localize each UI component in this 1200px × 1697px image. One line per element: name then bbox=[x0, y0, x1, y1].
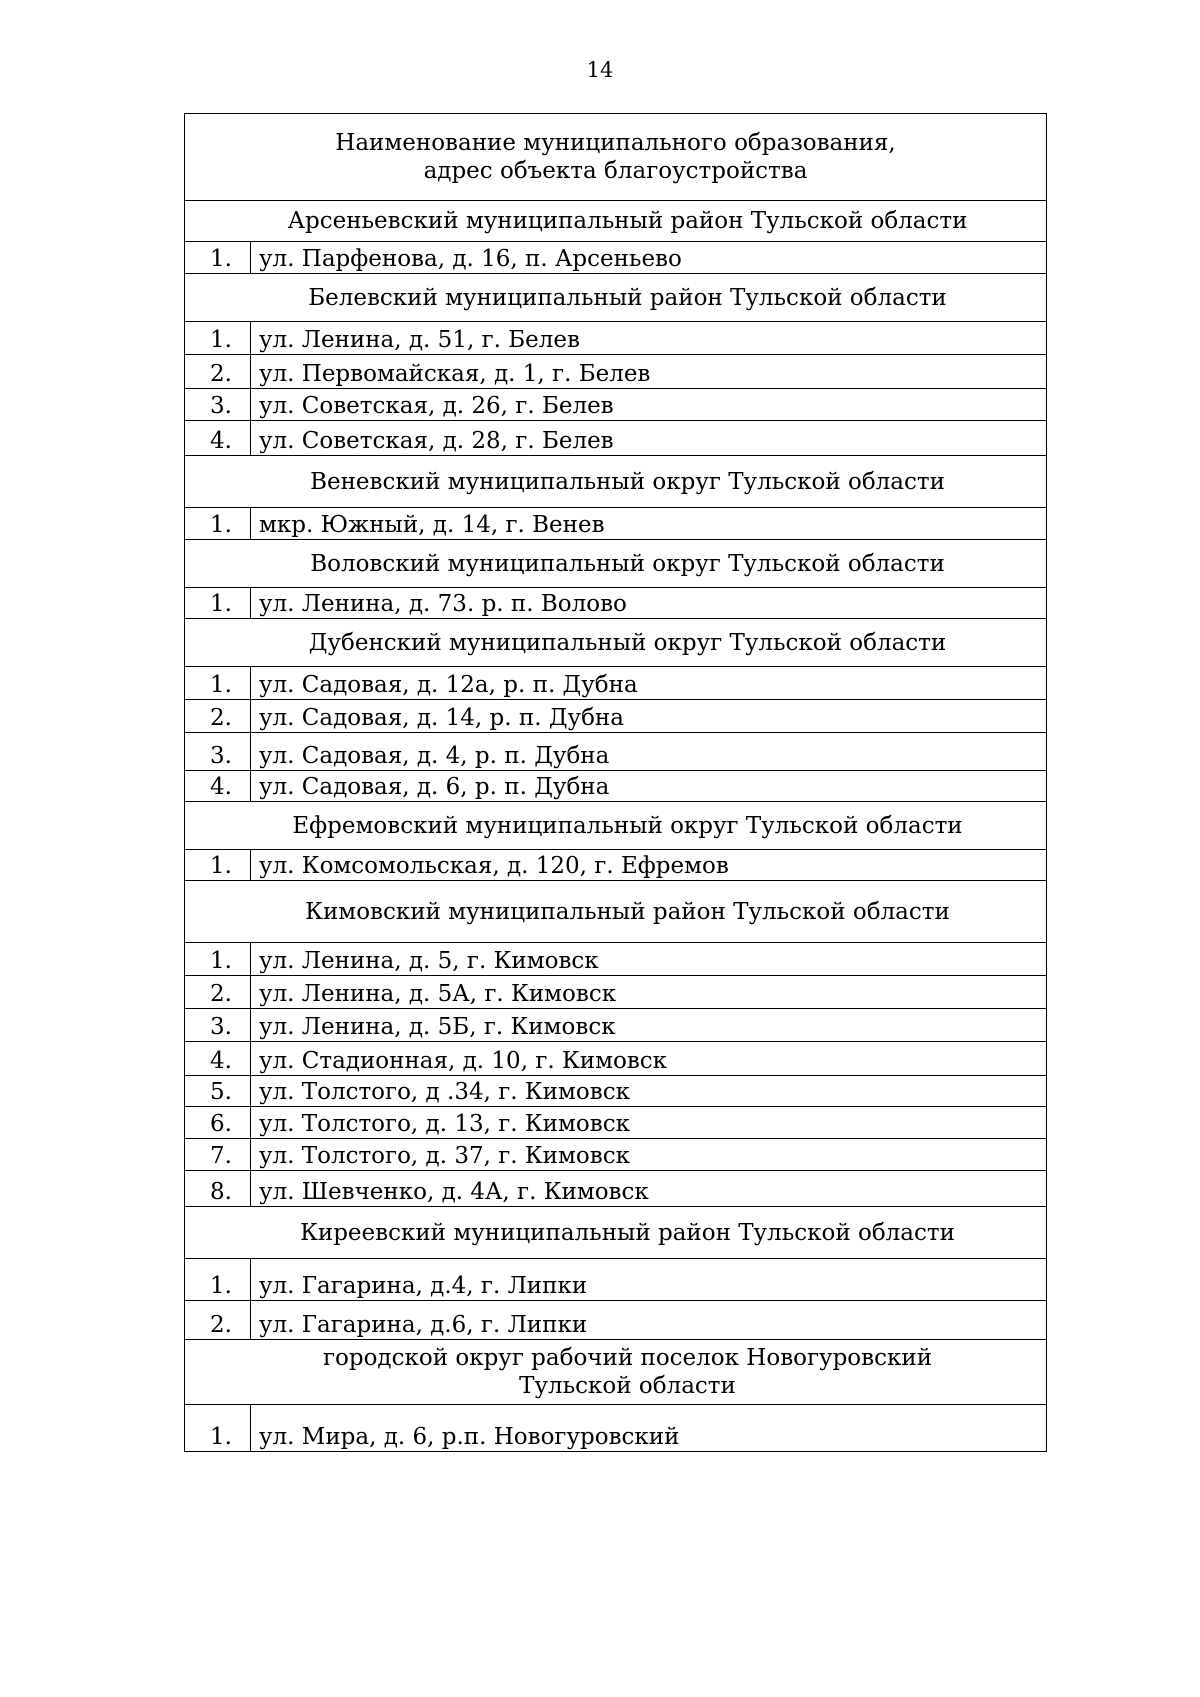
group-row bbox=[185, 540, 1047, 588]
table-row bbox=[185, 1042, 1047, 1076]
row-number: 8. bbox=[185, 1171, 251, 1207]
table-row bbox=[185, 242, 1047, 274]
object-address: мкр. Южный, д. 14, г. Венев bbox=[251, 508, 1047, 540]
object-address: ул. Садовая, д. 4, р. п. Дубна bbox=[251, 733, 1047, 771]
object-address: ул. Мира, д. 6, р.п. Новогуровский bbox=[251, 1405, 1047, 1452]
municipality-name bbox=[185, 881, 1047, 943]
address-table bbox=[184, 113, 1047, 1452]
table-row bbox=[185, 771, 1047, 802]
table-row bbox=[185, 943, 1047, 976]
table-body bbox=[185, 114, 1047, 1452]
table-row bbox=[185, 389, 1047, 421]
table-header-row bbox=[185, 114, 1047, 201]
object-address: ул. Ленина, д. 5Б, г. Кимовск bbox=[251, 1009, 1047, 1042]
municipality-name bbox=[185, 540, 1047, 588]
table-row bbox=[185, 667, 1047, 700]
table-row bbox=[185, 976, 1047, 1009]
row-number: 1. bbox=[185, 508, 251, 540]
municipality-name bbox=[185, 201, 1047, 242]
object-address: ул. Ленина, д. 5А, г. Кимовск bbox=[251, 976, 1047, 1009]
group-row bbox=[185, 1340, 1047, 1405]
object-address: ул. Стадионная, д. 10, г. Кимовск bbox=[251, 1042, 1047, 1076]
table-row bbox=[185, 508, 1047, 540]
row-number: 1. bbox=[185, 588, 251, 619]
municipality-name-line: Кимовский муниципальный район Тульской области bbox=[305, 898, 950, 925]
row-number: 3. bbox=[185, 733, 251, 771]
row-number: 2. bbox=[185, 1301, 251, 1340]
municipality-name bbox=[185, 456, 1047, 508]
municipality-name bbox=[185, 1207, 1047, 1259]
object-address: ул. Садовая, д. 14, р. п. Дубна bbox=[251, 700, 1047, 733]
municipality-name-line: городской округ рабочий поселок Новогуровский bbox=[322, 1345, 933, 1371]
group-row bbox=[185, 619, 1047, 667]
object-address: ул. Садовая, д. 6, р. п. Дубна bbox=[251, 771, 1047, 802]
object-address: ул. Ленина, д. 51, г. Белев bbox=[251, 322, 1047, 355]
object-address: ул. Толстого, д. 37, г. Кимовск bbox=[251, 1139, 1047, 1171]
header-title-line-1: Наименование муниципального образования, bbox=[335, 130, 896, 156]
object-address: ул. Толстого, д .34, г. Кимовск bbox=[251, 1076, 1047, 1107]
table-row bbox=[185, 1171, 1047, 1207]
table-row bbox=[185, 1301, 1047, 1340]
municipality-name-line: Воловский муниципальный округ Тульской области bbox=[310, 550, 945, 577]
municipality-name-line: Тульской области bbox=[519, 1373, 736, 1399]
row-number: 7. bbox=[185, 1139, 251, 1171]
group-row bbox=[185, 881, 1047, 943]
object-address: ул. Гагарина, д.4, г. Липки bbox=[251, 1259, 1047, 1301]
table-row bbox=[185, 850, 1047, 881]
row-number: 2. bbox=[185, 976, 251, 1009]
object-address: ул. Комсомольская, д. 120, г. Ефремов bbox=[251, 850, 1047, 881]
table-row bbox=[185, 1405, 1047, 1452]
row-number: 6. bbox=[185, 1107, 251, 1139]
object-address: ул. Садовая, д. 12а, р. п. Дубна bbox=[251, 667, 1047, 700]
row-number: 2. bbox=[185, 700, 251, 733]
row-number: 2. bbox=[185, 355, 251, 389]
table-row bbox=[185, 588, 1047, 619]
municipality-name bbox=[185, 619, 1047, 667]
table-row bbox=[185, 700, 1047, 733]
row-number: 1. bbox=[185, 850, 251, 881]
row-number: 3. bbox=[185, 1009, 251, 1042]
municipality-name bbox=[185, 802, 1047, 850]
group-row bbox=[185, 201, 1047, 242]
row-number: 4. bbox=[185, 421, 251, 456]
table-row bbox=[185, 1139, 1047, 1171]
row-number: 1. bbox=[185, 322, 251, 355]
municipality-name-line: Ефремовский муниципальный округ Тульской области bbox=[292, 812, 963, 839]
row-number: 1. bbox=[185, 943, 251, 976]
table-row bbox=[185, 733, 1047, 771]
table-row bbox=[185, 1259, 1047, 1301]
group-row bbox=[185, 1207, 1047, 1259]
row-number: 3. bbox=[185, 389, 251, 421]
object-address: ул. Советская, д. 26, г. Белев bbox=[251, 389, 1047, 421]
table-header-cell bbox=[185, 114, 1047, 201]
table-row bbox=[185, 355, 1047, 389]
row-number: 1. bbox=[185, 242, 251, 274]
group-row bbox=[185, 274, 1047, 322]
table-row bbox=[185, 1107, 1047, 1139]
municipality-name bbox=[185, 274, 1047, 322]
object-address: ул. Советская, д. 28, г. Белев bbox=[251, 421, 1047, 456]
municipality-name-line: Веневский муниципальный округ Тульской области bbox=[310, 468, 945, 495]
group-row bbox=[185, 802, 1047, 850]
municipality-name-line: Арсеньевский муниципальный район Тульской области bbox=[287, 208, 968, 234]
object-address: ул. Гагарина, д.6, г. Липки bbox=[251, 1301, 1047, 1340]
group-row bbox=[185, 456, 1047, 508]
municipality-name bbox=[185, 1340, 1047, 1405]
municipality-name-line: Дубенский муниципальный округ Тульской области bbox=[308, 629, 947, 656]
municipality-name-line: Киреевский муниципальный район Тульской области bbox=[300, 1219, 955, 1246]
object-address: ул. Ленина, д. 73. р. п. Волово bbox=[251, 588, 1047, 619]
page-number: 14 bbox=[586, 58, 614, 82]
object-address: ул. Первомайская, д. 1, г. Белев bbox=[251, 355, 1047, 389]
row-number: 1. bbox=[185, 667, 251, 700]
row-number: 1. bbox=[185, 1259, 251, 1301]
row-number: 1. bbox=[185, 1405, 251, 1452]
table-row bbox=[185, 1076, 1047, 1107]
object-address: ул. Толстого, д. 13, г. Кимовск bbox=[251, 1107, 1047, 1139]
row-number: 4. bbox=[185, 771, 251, 802]
object-address: ул. Ленина, д. 5, г. Кимовск bbox=[251, 943, 1047, 976]
row-number: 4. bbox=[185, 1042, 251, 1076]
object-address: ул. Парфенова, д. 16, п. Арсеньево bbox=[251, 242, 1047, 274]
table-row bbox=[185, 421, 1047, 456]
table-row bbox=[185, 322, 1047, 355]
object-address: ул. Шевченко, д. 4А, г. Кимовск bbox=[251, 1171, 1047, 1207]
header-title-line-2: адрес объекта благоустройства bbox=[423, 158, 808, 184]
municipality-name-line: Белевский муниципальный район Тульской области bbox=[308, 284, 947, 311]
row-number: 5. bbox=[185, 1076, 251, 1107]
table-row bbox=[185, 1009, 1047, 1042]
